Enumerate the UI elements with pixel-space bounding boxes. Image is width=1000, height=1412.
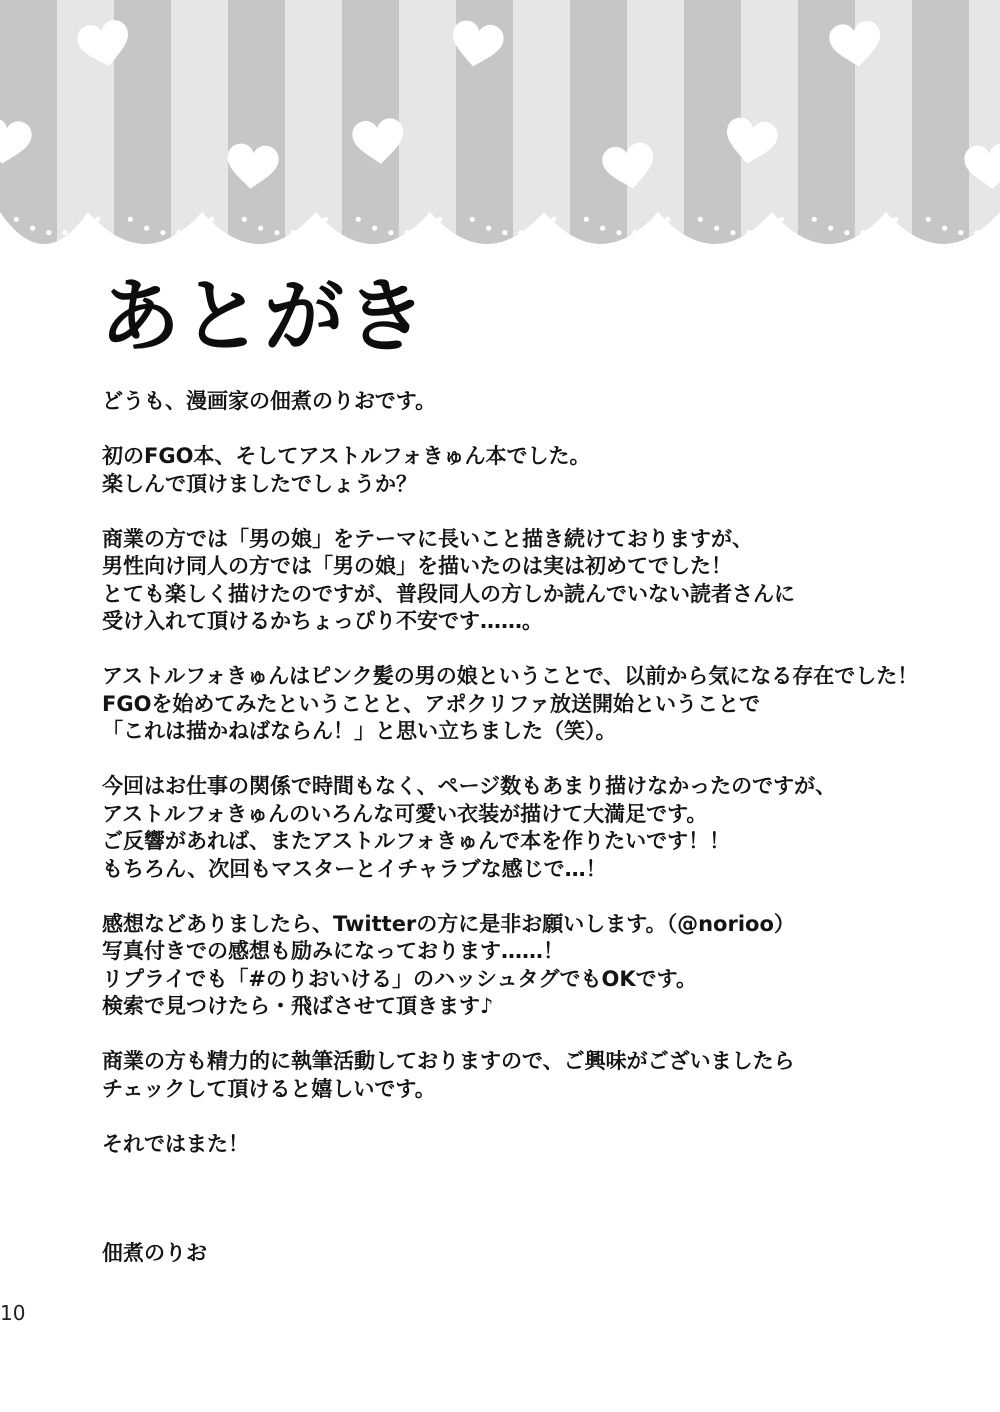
scallop-dot — [535, 226, 540, 231]
scallop-dot — [893, 217, 898, 222]
banner-stripe — [570, 0, 627, 250]
banner-stripe — [285, 0, 342, 250]
scallop-dot — [958, 230, 963, 235]
scallop-dot — [584, 217, 589, 222]
afterword-paragraph — [102, 388, 982, 416]
scallop-dot — [307, 226, 312, 231]
page-title: あとがき — [100, 270, 428, 363]
scallop-dot — [861, 230, 866, 235]
banner-stripe — [627, 0, 684, 250]
afterword-line: とても楽しく描けたのですが、普段同人の方しか読んでいない読者さんに — [102, 581, 795, 606]
scallop-dot — [551, 217, 556, 222]
afterword-line: 写真付きでの感想も励みになっております……！ — [102, 939, 564, 963]
afterword-paragraph — [102, 526, 982, 636]
afterword-line: 受け入れて頂けるかちょっぴり不安です……。 — [102, 609, 543, 633]
afterword-paragraph — [102, 911, 982, 1021]
afterword-line: 楽しんで頂けましたでしょうか？ — [102, 471, 417, 496]
scallop-dot — [486, 226, 491, 231]
afterword-line: 初のFGO本、そしてアストルフォきゅん本でした。 — [102, 444, 591, 468]
scallop-dot — [388, 230, 393, 235]
banner-stripe — [912, 0, 969, 250]
afterword-line: 感想などありましたら、Twitterの方に是非お願いします。（@norioo） — [102, 911, 795, 936]
scallop-dot — [274, 230, 279, 235]
scallop-dot — [30, 226, 35, 231]
scallop-dot — [828, 226, 833, 231]
striped-heart-banner — [0, 0, 1000, 250]
afterword-line: アストルフォきゅんのいろんな可愛い衣装が描けて大満足です。 — [102, 801, 708, 826]
scallop-dot — [633, 230, 638, 235]
scallop-dot — [942, 226, 947, 231]
afterword-paragraph — [102, 663, 982, 746]
scallop-dot — [698, 217, 703, 222]
scallop-dot — [144, 226, 149, 231]
afterword-line: FGOを始めてみたということと、アポクリファ放送開始ということで — [102, 691, 761, 716]
author-signature: 佃煮のりお — [102, 1241, 207, 1265]
scallop-dot — [421, 226, 426, 231]
afterword-line: 「これは描かねばならん！」と思い立ちました（笑）。 — [102, 719, 617, 743]
scallop-dot — [79, 226, 84, 231]
scallop-dot — [160, 230, 165, 235]
scallop-dot — [209, 217, 214, 222]
scallop-dot — [714, 226, 719, 231]
afterword-body — [102, 388, 982, 1268]
scallop-dot — [844, 230, 849, 235]
scallop-dot — [437, 217, 442, 222]
scallop-dot — [46, 230, 51, 235]
scallop-dot — [128, 217, 133, 222]
scallop-dot — [616, 230, 621, 235]
afterword-line: リプライでも「#のりおいける」のハッシュタグでもOKです。 — [102, 966, 697, 991]
scallop-dot — [877, 226, 882, 231]
banner-stripe — [399, 0, 456, 250]
afterword-line: アストルフォきゅんはピンク髪の男の娘ということで、以前から気になる存在でした！ — [102, 664, 919, 688]
scallop-dot — [242, 217, 247, 222]
afterword-line: ご反響があれば、またアストルフォきゅんで本を作りたいです！！ — [102, 829, 731, 853]
scallop-dot — [291, 230, 296, 235]
afterword-line: 今回はお仕事の関係で時間もなく、ページ数もあまり描けなかったのですが、 — [102, 774, 837, 798]
afterword-line: どうも、漫画家の佃煮のりおです。 — [102, 389, 437, 413]
scallop-dot — [258, 226, 263, 231]
afterword-paragraph — [102, 1131, 982, 1159]
banner-stripe — [513, 0, 570, 250]
scallop-dot — [779, 217, 784, 222]
afterword-line: 商業の方では「男の娘」をテーマに長いこと描き続けておりますが、 — [102, 526, 753, 551]
scallop-dot — [193, 226, 198, 231]
scallop-dot — [356, 217, 361, 222]
scallop-dot — [14, 217, 19, 222]
scallop-dot — [502, 230, 507, 235]
scallop-dot — [812, 217, 817, 222]
banner-stripe — [0, 0, 57, 250]
banner-stripe — [228, 0, 285, 250]
afterword-line: 検索で見つけたら・飛ばさせて頂きます♪ — [102, 994, 494, 1018]
scallop-dot — [747, 230, 752, 235]
scallop-dot — [63, 230, 68, 235]
afterword-paragraph — [102, 773, 982, 883]
afterword-paragraph — [102, 443, 982, 498]
banner-stripe — [171, 0, 228, 250]
banner-stripe — [969, 0, 1000, 250]
afterword-line: もちろん、次回もマスターとイチャラブな感じで…！ — [102, 856, 607, 881]
afterword-line: それではまた！ — [102, 1131, 249, 1156]
scallop-dot — [649, 226, 654, 231]
scallop-dot — [95, 217, 100, 222]
scallop-dot — [177, 230, 182, 235]
scallop-dot — [323, 217, 328, 222]
afterword-line: 男性向け同人の方では「男の娘」を描いたのは実は初めてでした！ — [102, 554, 732, 578]
afterword-line: 商業の方も精力的に執筆活動しておりますので、ご興味がございましたら — [102, 1049, 795, 1073]
scallop-dot — [991, 226, 996, 231]
scallop-dot — [926, 217, 931, 222]
page-number: 10 — [0, 1301, 26, 1325]
scallop-dot — [600, 226, 605, 231]
scallop-dot — [975, 230, 980, 235]
afterword-paragraph — [102, 1048, 982, 1103]
scallop-dot — [372, 226, 377, 231]
scallop-dot — [405, 230, 410, 235]
scallop-dot — [763, 226, 768, 231]
scallop-dot — [470, 217, 475, 222]
scallop-dot — [730, 230, 735, 235]
scallop-dot — [665, 217, 670, 222]
scallop-dot — [519, 230, 524, 235]
afterword-line: チェックして頂けると嬉しいです。 — [102, 1076, 436, 1101]
